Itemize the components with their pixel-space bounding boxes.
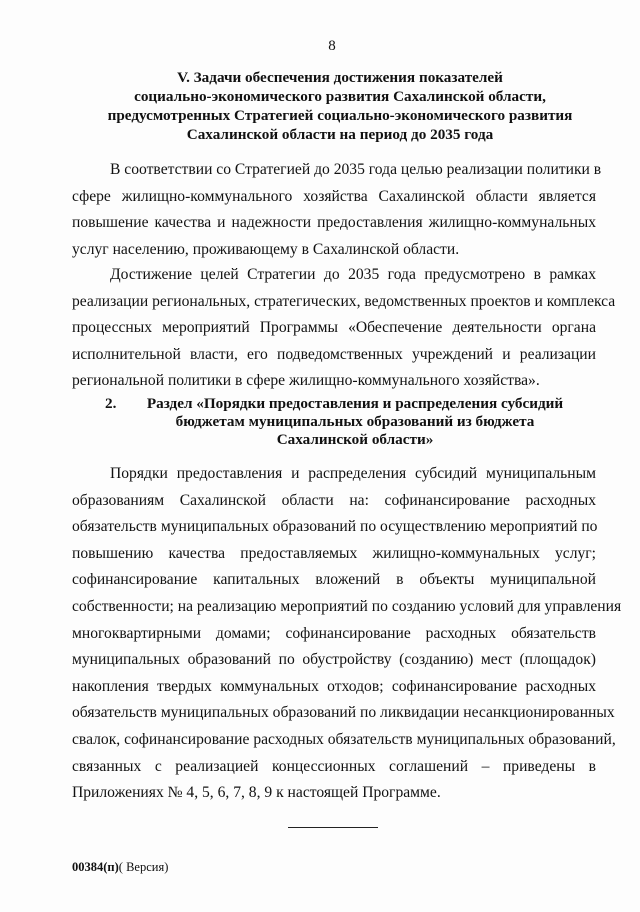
paragraph-line: накопления твердых коммунальных отходов; софинансирование расходных	[72, 677, 596, 695]
footer-divider	[288, 827, 378, 828]
paragraph-strategy-goal	[72, 157, 602, 263]
document-version: ( Версия)	[118, 860, 169, 874]
paragraph-line: В соответствии со Стратегией до 2035 года целью реализации политики в	[110, 161, 602, 178]
document-code-number: 00384(п)	[72, 860, 119, 874]
paragraph-strategy-achievement	[72, 262, 616, 395]
paragraph-line: повышению качества предоставляемых жилищно-коммунальных услуг;	[72, 544, 596, 562]
heading-line: Сахалинской области на период до 2035 года	[186, 126, 494, 143]
section-title-line: Сахалинской области»	[276, 431, 434, 448]
section-number: 2.	[105, 395, 117, 412]
paragraph-line: процессных мероприятий Программы «Обеспечение деятельности органа	[72, 319, 596, 337]
heading-line: предусмотренных Стратегией социально-экономического развития	[107, 107, 573, 124]
page-number: 8	[328, 38, 336, 54]
paragraph-subsidy-procedures	[72, 461, 622, 807]
paragraph-line: Приложениях № 4, 5, 6, 7, 8, 9 к настоящей Программе.	[72, 784, 441, 802]
paragraph-line: муниципальных образований по обустройству (созданию) мест (площадок)	[72, 651, 596, 669]
section-heading	[60, 68, 620, 144]
document-code	[72, 860, 168, 875]
paragraph-line: собственности; на реализацию мероприятий по созданию условий для управления	[72, 597, 622, 615]
paragraph-line: Достижение целей Стратегии до 2035 года предусмотрено в рамках	[110, 266, 596, 283]
heading-line: V. Задачи обеспечения достижения показателей	[177, 69, 503, 86]
paragraph-line: обязательств муниципальных образований по ликвидации несанкционированных	[72, 704, 615, 722]
paragraph-line: региональной политики в сфере жилищно-коммунального хозяйства».	[72, 372, 540, 390]
paragraph-line: Порядки предоставления и распределения субсидий муниципальным	[110, 465, 596, 482]
paragraph-line: образованиям Сахалинской области на: софинансирование расходных	[72, 491, 596, 509]
paragraph-line: услуг населению, проживающему в Сахалинской области.	[72, 240, 460, 258]
paragraph-line: повышение качества и надежности предоставления жилищно-коммунальных	[72, 214, 596, 232]
section-title	[145, 395, 565, 449]
section-title-line: бюджетам муниципальных образований из бюджета	[175, 413, 535, 430]
heading-line: социально-экономического развития Сахалинской области,	[134, 88, 546, 105]
paragraph-line: свалок, софинансирование расходных обязательств муниципальных образований,	[72, 730, 616, 748]
paragraph-line: многоквартирными домами; софинансирование расходных обязательств	[72, 624, 596, 642]
paragraph-line: связанных с реализацией концессионных соглашений – приведены в	[72, 757, 596, 775]
paragraph-line: исполнительной власти, его подведомственных учреждений и реализации	[72, 345, 596, 363]
paragraph-line: сфере жилищно-коммунального хозяйства Сахалинской области является	[72, 187, 596, 205]
paragraph-line: софинансирование капитальных вложений в объекты муниципальной	[72, 571, 596, 589]
paragraph-line: обязательств муниципальных образований по осуществлению мероприятий по	[72, 518, 598, 536]
paragraph-line: реализации региональных, стратегических, ведомственных проектов и комплекса	[72, 292, 616, 310]
section-title-line: Раздел «Порядки предоставления и распределения субсидий	[146, 395, 564, 412]
